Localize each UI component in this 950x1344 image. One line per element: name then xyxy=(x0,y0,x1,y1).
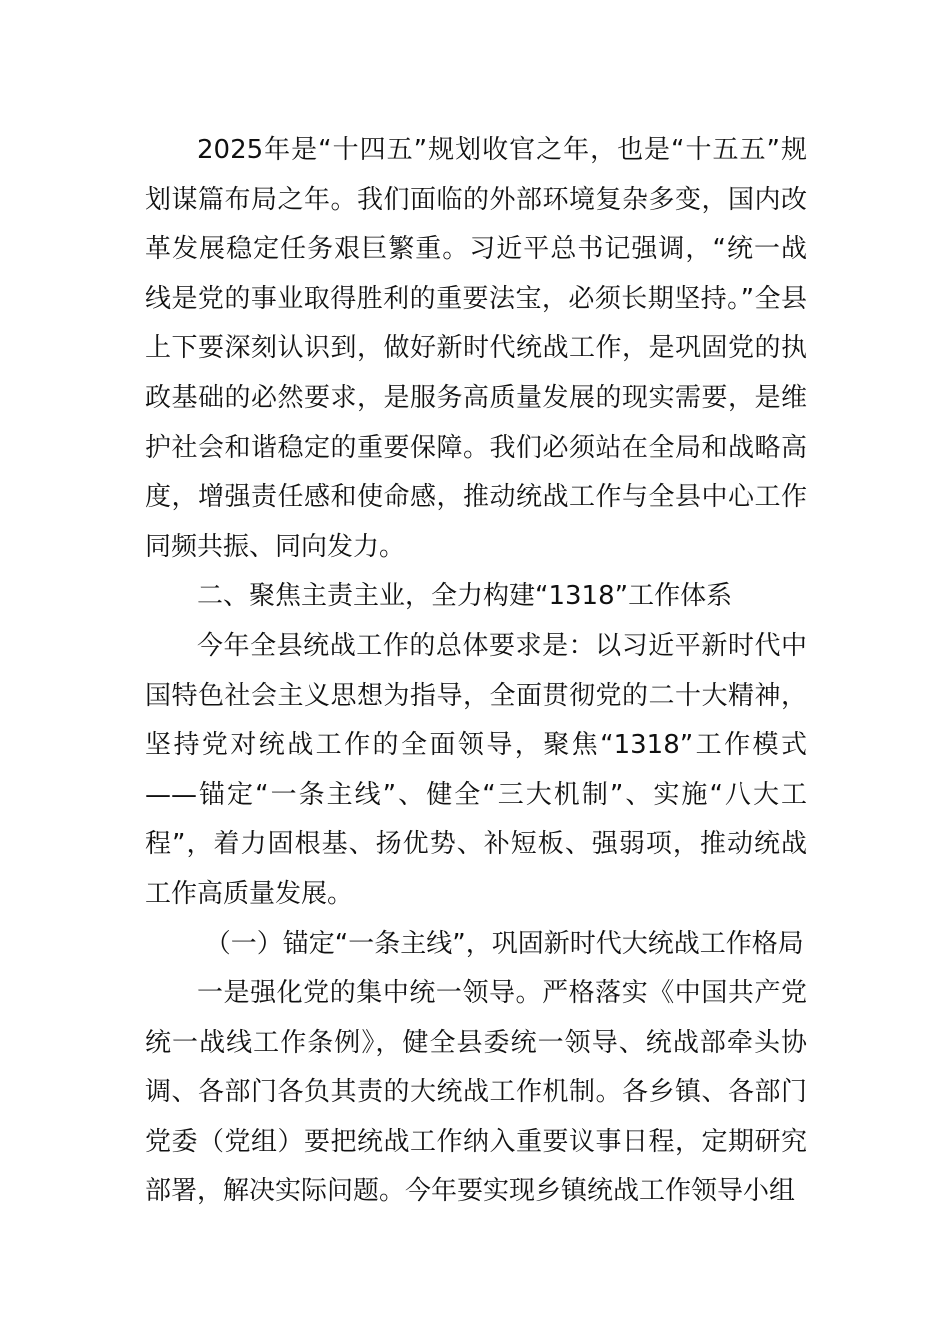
paragraph-overall-requirements: 今年全县统战工作的总体要求是：以习近平新时代中国特色社会主义思想为指导，全面贯彻党的二十大精神，坚持党对统战工作的全面领导，聚焦“1318”工作模式——锚定“一条主线”、健全“三大机制”、实施“八大工程”，着力固根基、扬优势、补短板、强弱项，推动统战工作高质量发展。 xyxy=(145,630,807,909)
section-heading-two: 二、聚焦主责主业，全力构建“1318”工作体系 xyxy=(197,581,733,612)
subsection-heading-one: （一）锚定“一条主线”，巩固新时代大统战工作格局 xyxy=(204,928,804,959)
paragraph-planning-context: 2025年是“十四五”规划收官之年，也是“十五五”规划谋篇布局之年。我们面临的外部环境复杂多变，国内改革发展稳定任务艰巨繁重。习近平总书记强调，“统一战线是党的事业取得胜利的重要法宝，必须长期坚持。”全县上下要深刻认识到，做好新时代统战工作，是巩固党的执政基础的必然要求，是服务高质量发展的现实需要，是维护社会和谐稳定的重要保障。我们必须站在全局和战略高度，增强责任感和使命感，推动统战工作与全县中心工作同频共振、同向发力。 xyxy=(145,135,807,562)
paragraph-party-leadership: 一是强化党的集中统一领导。严格落实《中国共产党统一战线工作条例》，健全县委统一领导、统战部牵头协调、各部门各负其责的大统战工作机制。各乡镇、各部门党委（党组）要把统战工作纳入重要议事日程，定期研究部署，解决实际问题。今年要实现乡镇统战工作领导小组 xyxy=(145,978,807,1207)
document-body xyxy=(145,126,807,1217)
